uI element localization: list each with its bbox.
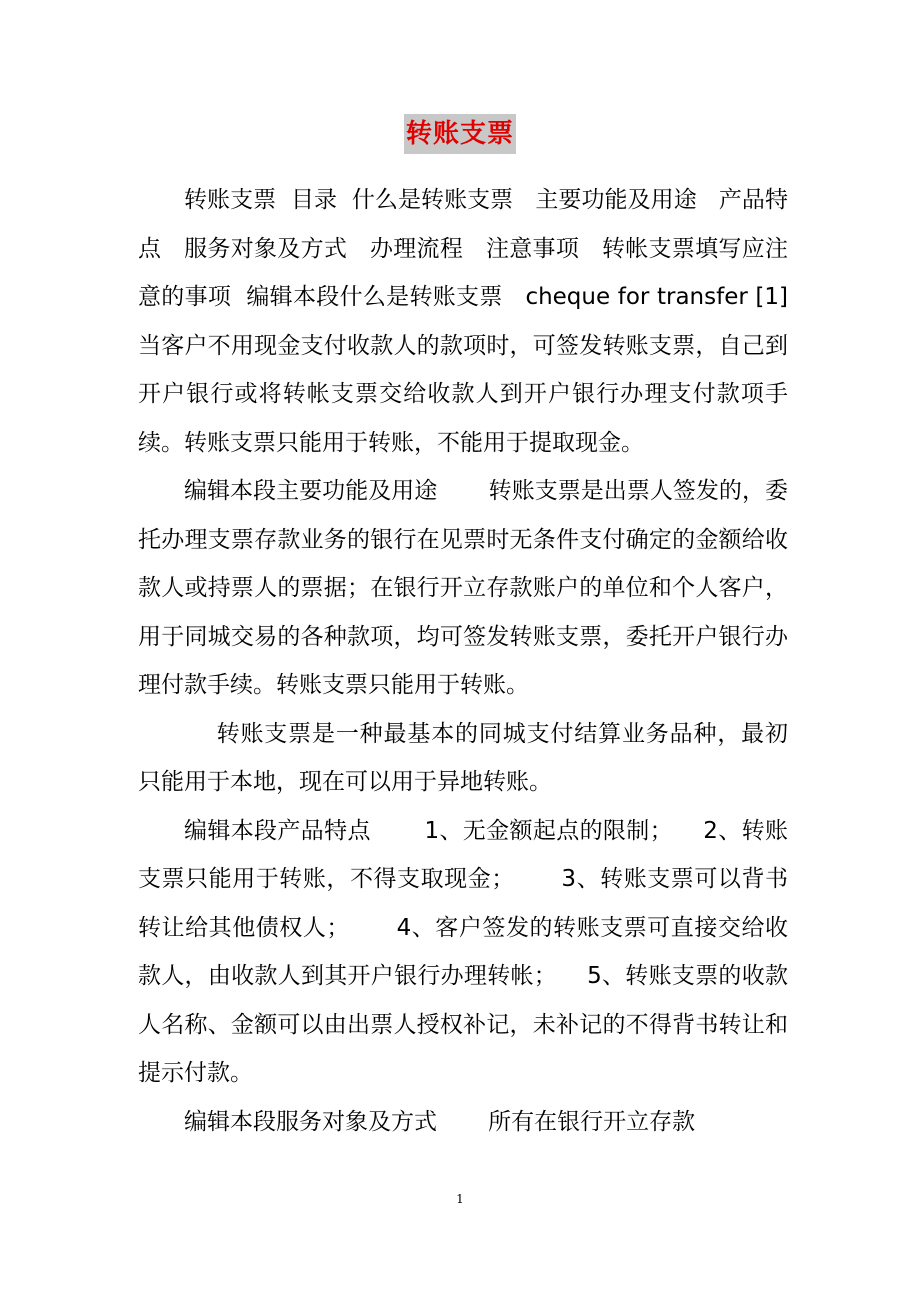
- paragraph-features: 编辑本段产品特点 1、无金额起点的限制； 2、转账支票只能用于转账，不得支取现金； 3、转账支票可以背书转让给其他债权人； 4、客户签发的转账支票可直接交给收款人，由收款人到其开户银行办理转帐； 5、转账支票的收款人名称、金额可以由出票人授权补记，未补记的不得背书转让和提示付款。: [138, 817, 788, 1086]
- paragraph-intro: 转账支票 目录 什么是转账支票 主要功能及用途 产品特点 服务对象及方式 办理流程 注意事项 转帐支票填写应注意的事项 编辑本段什么是转账支票 cheque for transfer [1] 当客户不用现金支付收款人的款项时，可签发转账支票，自己到开户银行或将转帐支票交给收款人到开户银行办理支付款项手续。转账支票只能用于转账，不能用于提取现金。: [138, 187, 840, 456]
- document-body: [138, 176, 840, 1146]
- document-title-block: [0, 114, 920, 154]
- paragraph-basic-type: 转账支票是一种最基本的同城支付结算业务品种，最初只能用于本地，现在可以用于异地转账。: [138, 720, 789, 795]
- paragraph-functions: 编辑本段主要功能及用途 转账支票是出票人签发的，委托办理支票存款业务的银行在见票时无条件支付确定的金额给收款人或持票人的票据；在银行开立存款账户的单位和个人客户，用于同城交易的各种款项，均可签发转账支票，委托开户银行办理付款手续。转账支票只能用于转账。: [138, 478, 788, 698]
- page-number: 1: [456, 1192, 464, 1206]
- document-title: 转账支票: [404, 114, 516, 154]
- paragraph-service: 编辑本段服务对象及方式 所有在银行开立存款: [184, 1108, 696, 1135]
